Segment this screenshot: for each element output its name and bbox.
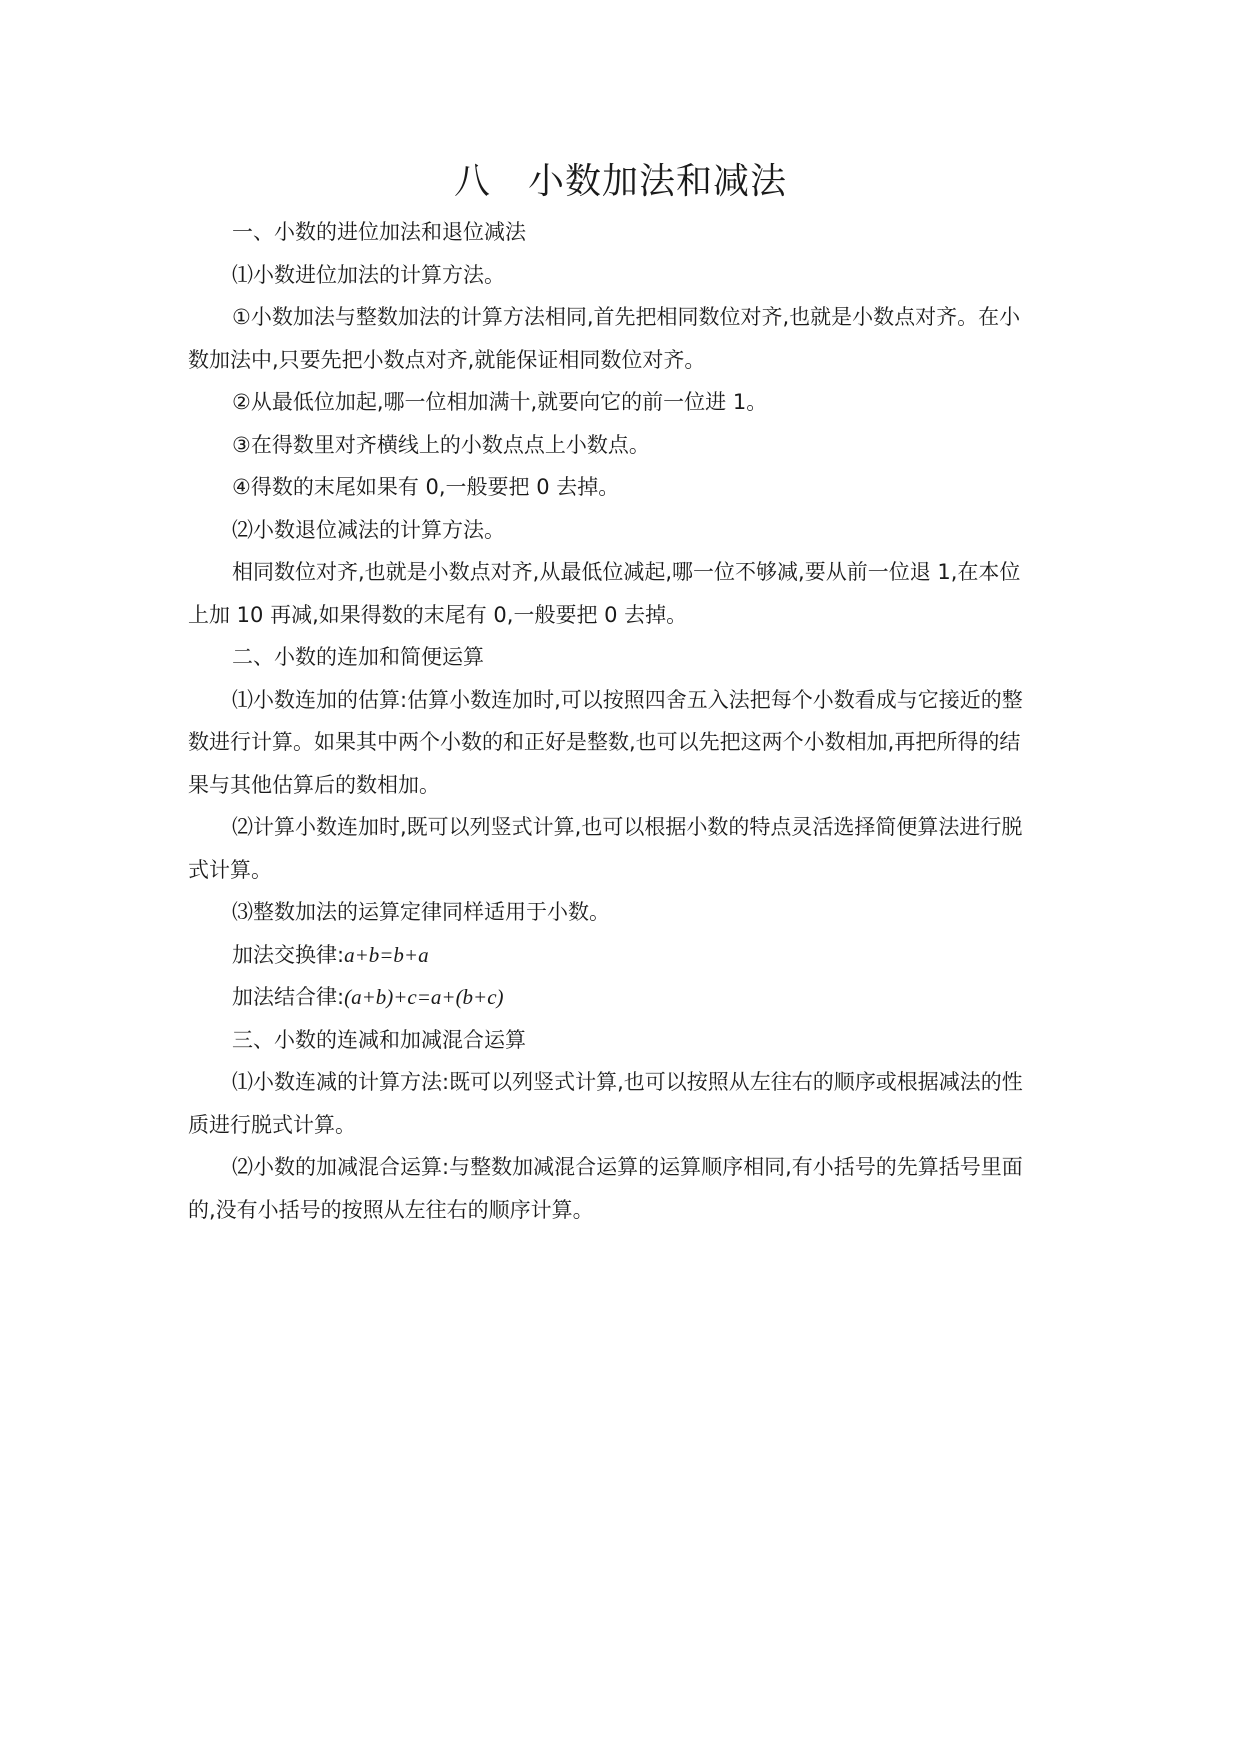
paragraph-line: 相同数位对齐,也就是小数点对齐,从最低位减起,哪一位不够减,要从前一位退 1,在本位 (232, 560, 1021, 584)
paragraph-line: ①小数加法与整数加法的计算方法相同,首先把相同数位对齐,也就是小数点对齐。在小 (232, 305, 1021, 329)
commutative-law-label: 加法交换律: (232, 943, 345, 967)
paragraph-line: 数加法中,只要先把小数点对齐,就能保证相同数位对齐。 (188, 348, 706, 372)
commutative-law-formula: a+b=b+a (344, 943, 429, 967)
associative-law-formula: (a+b)+c=a+(b+c) (344, 985, 504, 1009)
paragraph-line: ⑴小数连加的估算:估算小数连加时,可以按照四舍五入法把每个小数看成与它接近的整 (232, 688, 1023, 712)
paragraph-line: 的,没有小括号的按照从左往右的顺序计算。 (188, 1198, 594, 1222)
associative-law-line (232, 982, 504, 1012)
paragraph-line: ⑵计算小数连加时,既可以列竖式计算,也可以根据小数的特点灵活选择简便算法进行脱 (232, 815, 1023, 839)
paragraph-line: 果与其他估算后的数相加。 (188, 773, 440, 797)
paragraph-line: ⑵小数的加减混合运算:与整数加减混合运算的运算顺序相同,有小括号的先算括号里面 (232, 1155, 1023, 1179)
paragraph-line: ③在得数里对齐横线上的小数点点上小数点。 (232, 433, 650, 457)
paragraph-line: 式计算。 (188, 858, 272, 882)
paragraph-line: ⑴小数连减的计算方法:既可以列竖式计算,也可以按照从左往右的顺序或根据减法的性 (232, 1070, 1023, 1094)
paragraph-line: ④得数的末尾如果有 0,一般要把 0 去掉。 (232, 475, 620, 499)
section-heading-3: 三、小数的连减和加减混合运算 (232, 1028, 526, 1052)
paragraph-line: 上加 10 再减,如果得数的末尾有 0,一般要把 0 去掉。 (188, 603, 688, 627)
paragraph-line: ⑶整数加法的运算定律同样适用于小数。 (232, 900, 610, 924)
paragraph-line: ②从最低位加起,哪一位相加满十,就要向它的前一位进 1。 (232, 390, 768, 414)
commutative-law-line (232, 940, 429, 970)
subheading-addition: ⑴小数进位加法的计算方法。 (232, 263, 505, 287)
paragraph-line: 数进行计算。如果其中两个小数的和正好是整数,也可以先把这两个小数相加,再把所得的结 (188, 730, 1021, 754)
page-title: 八 小数加法和减法 (453, 161, 787, 202)
paragraph-line: 质进行脱式计算。 (188, 1113, 356, 1137)
subheading-subtraction: ⑵小数退位减法的计算方法。 (232, 518, 505, 542)
section-heading-1: 一、小数的进位加法和退位减法 (232, 220, 526, 244)
section-heading-2: 二、小数的连加和简便运算 (232, 645, 484, 669)
associative-law-label: 加法结合律: (232, 985, 345, 1009)
